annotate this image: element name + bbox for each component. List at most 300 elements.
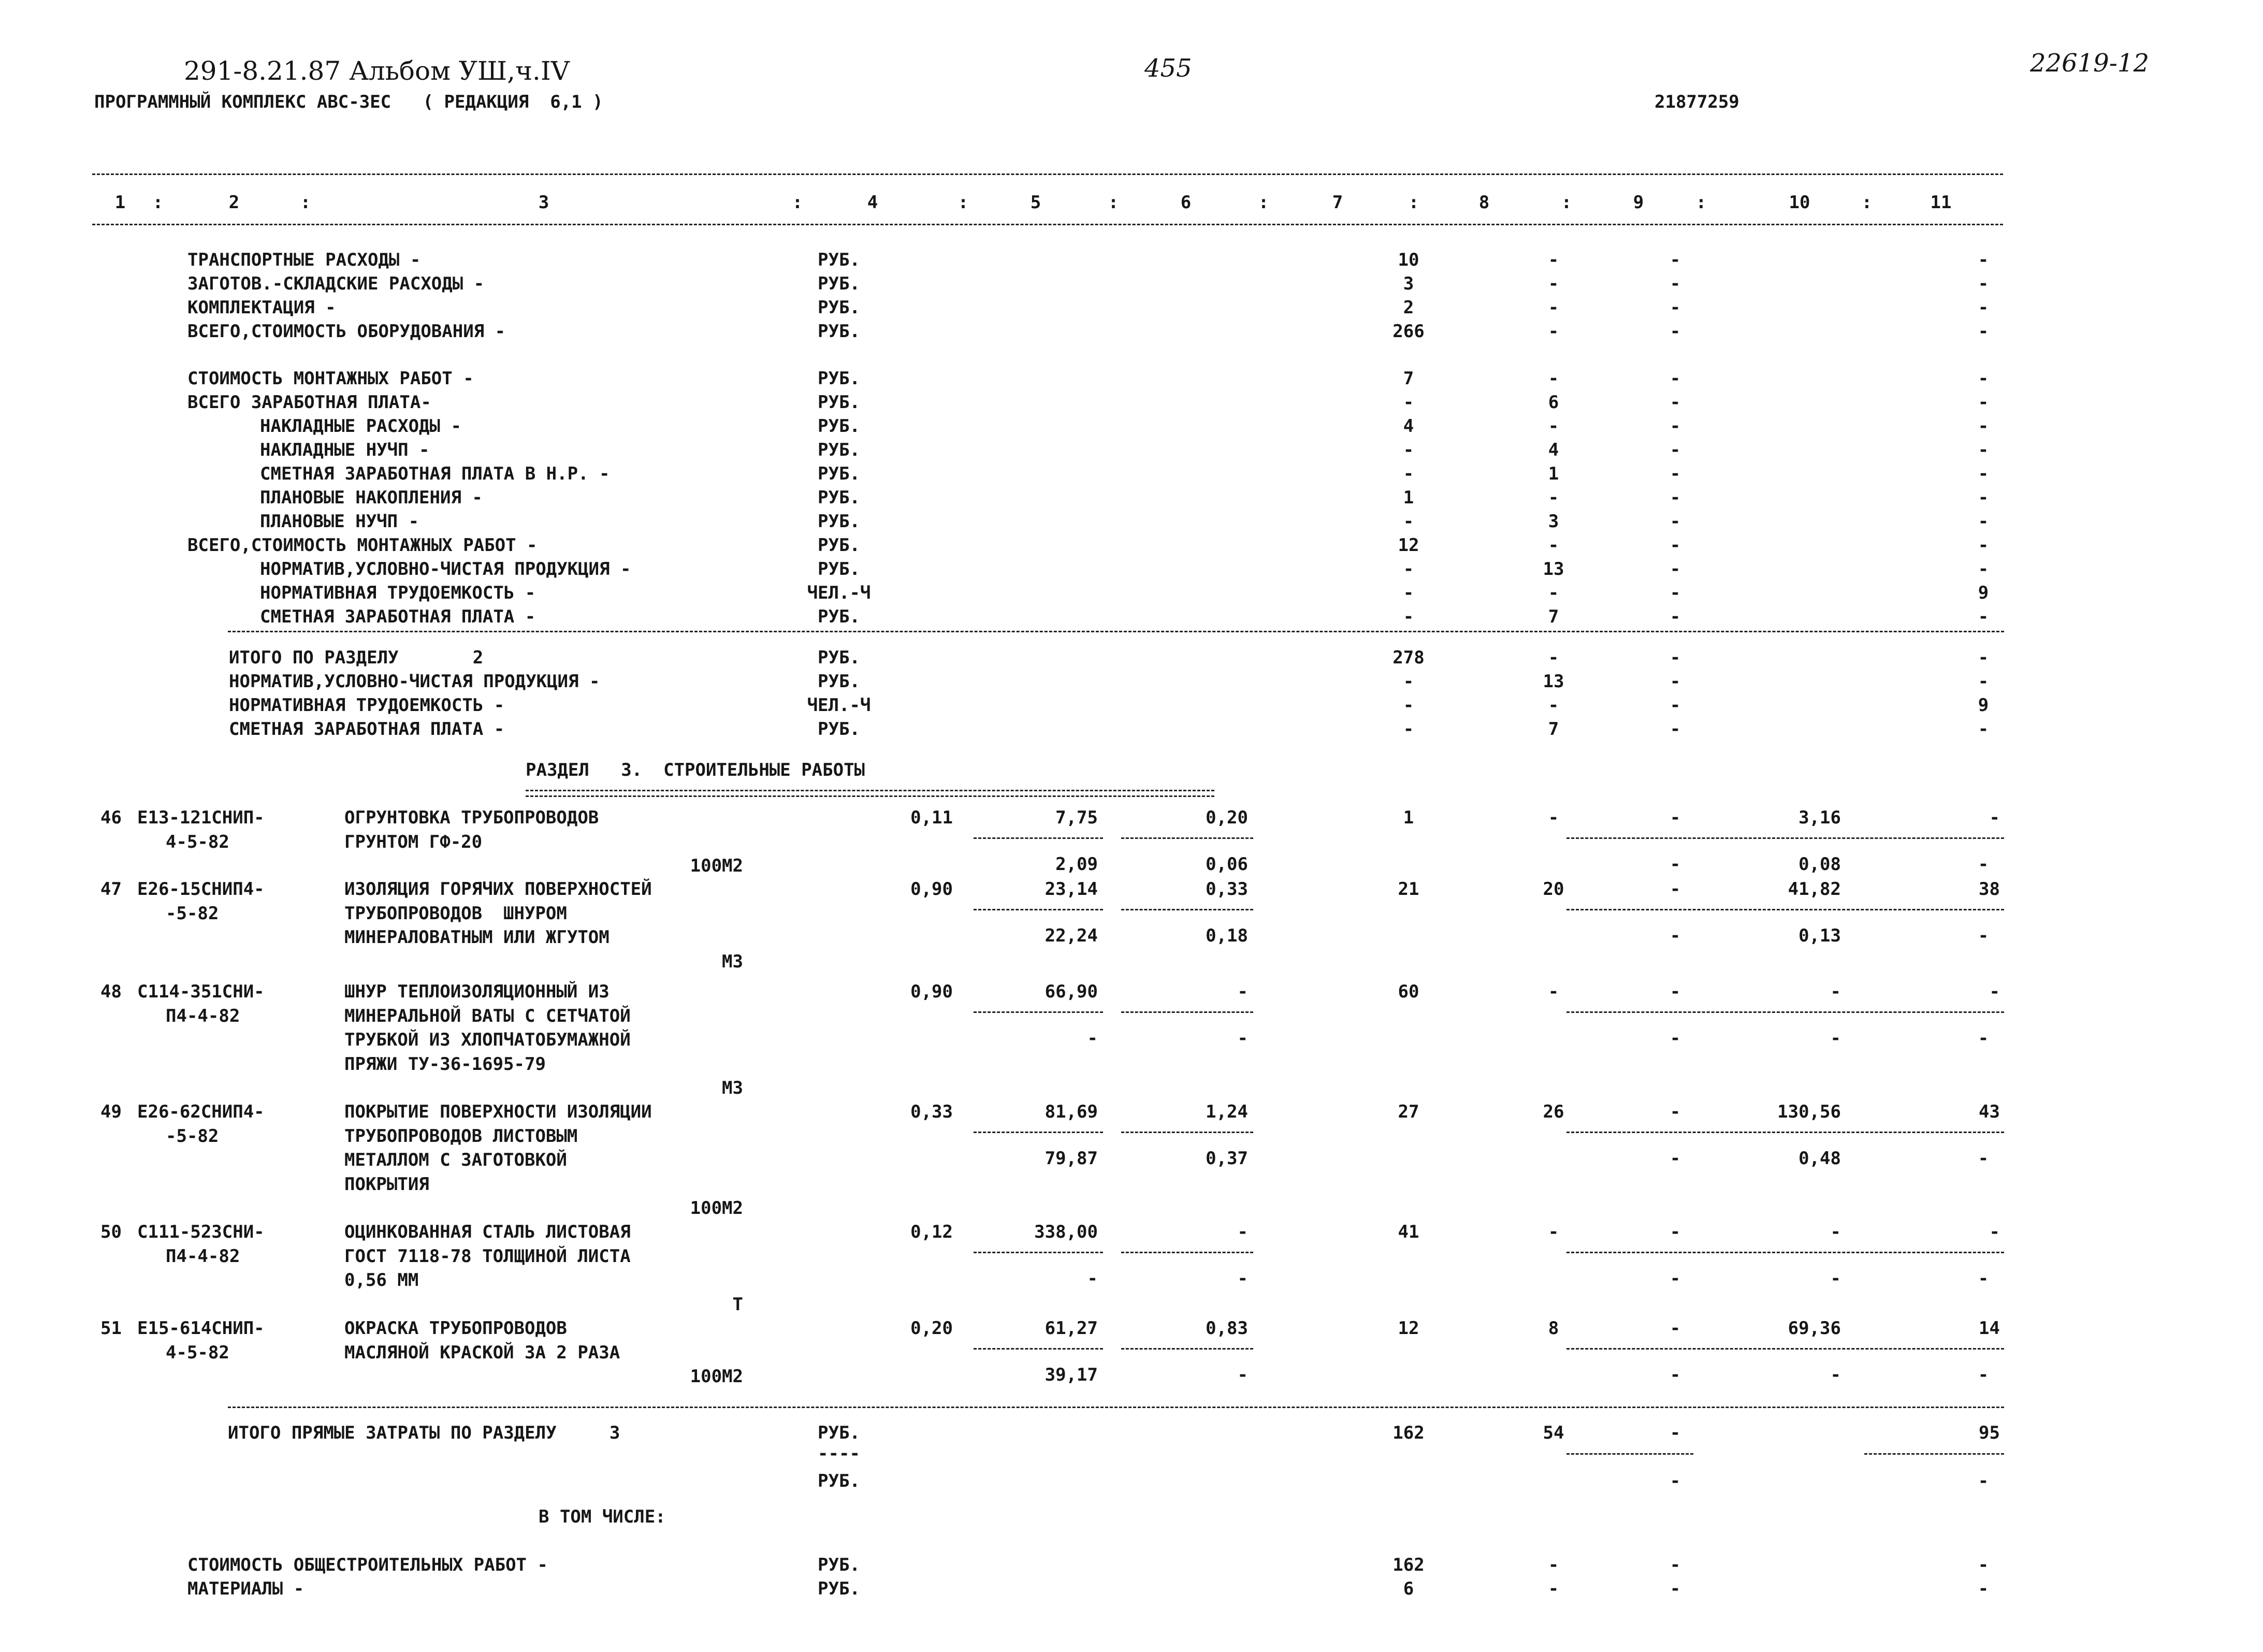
- item-col5-wages: -: [1087, 1028, 1098, 1049]
- summary-col9: -: [1670, 297, 1681, 318]
- column-header-8: 8: [1478, 192, 1490, 213]
- total-subrule-col11: [1864, 1453, 2004, 1455]
- item-col6-wages: 0,06: [1206, 854, 1248, 875]
- summary-col9: -: [1670, 392, 1681, 413]
- summary-col8: 7: [1548, 719, 1559, 740]
- summary-col9: -: [1670, 695, 1681, 716]
- item-col6-wages: 0,37: [1206, 1148, 1248, 1169]
- item-subrule-col5: [974, 1252, 1103, 1253]
- summary-col8: 7: [1548, 606, 1559, 627]
- item-col8: -: [1548, 807, 1559, 828]
- summary-label: СМЕТНАЯ ЗАРАБОТНАЯ ПЛАТА -: [229, 719, 505, 740]
- column-separator: :: [152, 192, 164, 213]
- summary-col11: -: [1978, 647, 1989, 668]
- item-col8: 20: [1543, 879, 1564, 900]
- column-separator: :: [792, 192, 803, 213]
- item-col10-wages: 0,48: [1798, 1148, 1841, 1169]
- summary-unit: РУБ.: [818, 535, 860, 556]
- item-col10-total: -: [1830, 981, 1841, 1002]
- summary-col9: -: [1670, 250, 1681, 270]
- summary-label: НАКЛАДНЫЕ РАСХОДЫ -: [260, 416, 461, 437]
- summary-col8: -: [1548, 647, 1559, 668]
- item-code: Е26-15СНИП4-: [137, 879, 265, 900]
- program-title: ПРОГРАММНЫЙ КОМПЛЕКС АВС-3ЕС ( РЕДАКЦИЯ 6,1 ): [94, 92, 603, 112]
- total-rule: [228, 1407, 2004, 1408]
- section-3-title: РАЗДЕЛ 3. СТРОИТЕЛЬНЫЕ РАБОТЫ: [526, 760, 865, 780]
- summary-label: НОРМАТИВ,УСЛОВНО-ЧИСТАЯ ПРОДУКЦИЯ -: [229, 671, 600, 692]
- item-number: 49: [100, 1102, 122, 1122]
- item-col8: -: [1548, 1222, 1559, 1242]
- header-rule-bottom: [92, 224, 2003, 225]
- item-subrule-col5: [974, 837, 1103, 839]
- summary-col8: -: [1548, 250, 1559, 270]
- summary-col8: -: [1548, 368, 1559, 389]
- summary-unit: РУБ.: [818, 511, 860, 532]
- summary-label: СМЕТНАЯ ЗАРАБОТНАЯ ПЛАТА В Н.Р. -: [260, 463, 610, 484]
- summary-col11: -: [1978, 511, 1989, 532]
- item-col10-total: 130,56: [1777, 1102, 1841, 1122]
- item-description-line: ТРУБКОЙ ИЗ ХЛОПЧАТОБУМАЖНОЙ: [344, 1030, 631, 1050]
- section-3-total-col11: 95: [1979, 1423, 2000, 1443]
- item-number: 51: [100, 1318, 122, 1339]
- summary-col11: -: [1978, 559, 1989, 579]
- item-col11-total: -: [1989, 981, 2000, 1002]
- summary-col7: 10: [1398, 250, 1419, 270]
- item-col11-total: 14: [1979, 1318, 2000, 1339]
- header-rule-top: [92, 173, 2003, 175]
- summary-label: ИТОГО ПО РАЗДЕЛУ 2: [229, 647, 484, 668]
- summary-label: ЗАГОТОВ.-СКЛАДСКИЕ РАСХОДЫ -: [187, 273, 485, 294]
- summary-label: КОМПЛЕКТАЦИЯ -: [187, 297, 336, 318]
- item-col6-wages: -: [1237, 1028, 1248, 1049]
- summary-label: ТРАНСПОРТНЫЕ РАСХОДЫ -: [187, 250, 421, 270]
- item-subrule-col5: [974, 1348, 1103, 1350]
- summary-col8: 4: [1548, 440, 1559, 460]
- summary-label: СТОИМОСТЬ ОБЩЕСТРОИТЕЛЬНЫХ РАБОТ -: [187, 1555, 548, 1575]
- column-header-9: 9: [1633, 192, 1644, 213]
- column-separator: :: [1695, 192, 1707, 213]
- item-code: Е13-121СНИП-: [137, 807, 265, 828]
- summary-col8: -: [1548, 1555, 1559, 1575]
- item-col6-total: 0,33: [1206, 879, 1248, 900]
- item-col10-wages: 0,13: [1798, 925, 1841, 946]
- summary-unit: РУБ.: [818, 1578, 860, 1599]
- item-col11-wages: -: [1978, 925, 1989, 946]
- item-col11-total: 38: [1979, 879, 2000, 900]
- summary-col11: -: [1978, 671, 1989, 692]
- item-col7: 41: [1398, 1222, 1419, 1242]
- item-col10-wages: -: [1830, 1268, 1841, 1289]
- summary-col9: -: [1670, 321, 1681, 342]
- item-description-line: ГРУНТОМ ГФ-20: [344, 831, 483, 852]
- column-separator: :: [1108, 192, 1119, 213]
- item-col9-total: -: [1670, 1102, 1681, 1122]
- item-col11-wages: -: [1978, 1148, 1989, 1169]
- item-col8: 26: [1543, 1102, 1564, 1122]
- summary-col7: -: [1403, 463, 1414, 484]
- document-id: 21877259: [1655, 92, 1739, 112]
- section-3-total-col8: 54: [1543, 1423, 1564, 1443]
- summary-col8: -: [1548, 535, 1559, 556]
- column-separator: :: [958, 192, 969, 213]
- summary-col9: -: [1670, 511, 1681, 532]
- summary-col9: -: [1670, 606, 1681, 627]
- summary-unit: РУБ.: [818, 606, 860, 627]
- item-description-line: 0,56 ММ: [344, 1270, 419, 1291]
- summary-col7: 278: [1392, 647, 1425, 668]
- summary-col11: -: [1978, 535, 1989, 556]
- summary-unit: РУБ.: [818, 1555, 860, 1575]
- item-col5-wages: 22,24: [1045, 925, 1098, 946]
- summary-label: НОРМАТИВНАЯ ТРУДОЕМКОСТЬ -: [260, 583, 536, 603]
- section-3-total-unit-dash: ----: [818, 1443, 860, 1464]
- summary-label: НОРМАТИВНАЯ ТРУДОЕМКОСТЬ -: [229, 695, 505, 716]
- item-col9-total: -: [1670, 807, 1681, 828]
- summary-col9: -: [1670, 583, 1681, 603]
- summary-unit: РУБ.: [818, 671, 860, 692]
- item-subrule-col6: [1121, 1252, 1253, 1253]
- item-col6-total: 1,24: [1206, 1102, 1248, 1122]
- item-unit: 100М2: [690, 1366, 743, 1387]
- item-code-line2: -5-82: [166, 1125, 219, 1147]
- summary-label: ПЛАНОВЫЕ НУЧП -: [260, 511, 419, 532]
- summary-col11: -: [1978, 440, 1989, 460]
- summary-col9: -: [1670, 647, 1681, 668]
- item-col7: 1: [1403, 807, 1414, 828]
- column-separator: :: [300, 192, 311, 213]
- item-number: 50: [100, 1222, 122, 1242]
- item-col11-wages: -: [1978, 1028, 1989, 1049]
- column-header-11: 11: [1930, 192, 1952, 213]
- item-col10-total: 69,36: [1788, 1318, 1841, 1339]
- section-3-total-col9-2: -: [1670, 1471, 1681, 1491]
- item-col10-total: 3,16: [1798, 807, 1841, 828]
- summary-label: ВСЕГО ЗАРАБОТНАЯ ПЛАТА-: [187, 392, 431, 413]
- summary-col7: -: [1403, 559, 1414, 579]
- item-col10-wages: 0,08: [1798, 854, 1841, 875]
- item-description-line: ОГРУНТОВКА ТРУБОПРОВОДОВ: [344, 807, 599, 828]
- item-subrule-col5: [974, 1011, 1103, 1013]
- summary-col11: -: [1978, 416, 1989, 437]
- item-col7: 60: [1398, 981, 1419, 1002]
- summary-label: ВСЕГО,СТОИМОСТЬ ОБОРУДОВАНИЯ -: [187, 321, 506, 342]
- item-subrule-right: [1566, 1132, 2004, 1133]
- summary-col8: 1: [1548, 463, 1559, 484]
- summary-col11: -: [1978, 719, 1989, 740]
- item-code-line2: -5-82: [166, 903, 219, 924]
- section-3-total-label: ИТОГО ПРЯМЫЕ ЗАТРАТЫ ПО РАЗДЕЛУ 3: [228, 1423, 620, 1443]
- summary-col7: -: [1403, 671, 1414, 692]
- column-header-7: 7: [1332, 192, 1343, 213]
- summary-unit: РУБ.: [818, 487, 860, 508]
- summary-unit: РУБ.: [818, 416, 860, 437]
- item-description-line: ПОКРЫТИЯ: [344, 1173, 429, 1195]
- item-col10-wages: -: [1830, 1028, 1841, 1049]
- summary-col11: -: [1978, 1555, 1989, 1575]
- column-header-4: 4: [867, 192, 878, 213]
- column-header-6: 6: [1180, 192, 1192, 213]
- summary-col11: -: [1978, 297, 1989, 318]
- item-col9-total: -: [1670, 981, 1681, 1002]
- item-col11-total: -: [1989, 1222, 2000, 1242]
- item-col9-total: -: [1670, 1222, 1681, 1242]
- summary-unit: ЧЕЛ.-Ч: [807, 583, 871, 603]
- item-col6-total: -: [1237, 1222, 1248, 1242]
- item-description-line: ИЗОЛЯЦИЯ ГОРЯЧИХ ПОВЕРХНОСТЕЙ: [344, 879, 652, 900]
- item-description-line: МАСЛЯНОЙ КРАСКОЙ ЗА 2 РАЗА: [344, 1342, 620, 1363]
- item-col9-wages: -: [1670, 1268, 1681, 1289]
- item-col9-total: -: [1670, 879, 1681, 900]
- handwritten-code: 22619-12: [2030, 49, 2149, 78]
- summary-col9: -: [1670, 671, 1681, 692]
- item-description-line: ГОСТ 7118-78 ТОЛЩИНОЙ ЛИСТА: [344, 1245, 631, 1267]
- summary-col7: 266: [1392, 321, 1425, 342]
- item-col10-total: -: [1830, 1222, 1841, 1242]
- summary-col11: -: [1978, 273, 1989, 294]
- summary-col11: -: [1978, 392, 1989, 413]
- summary-col9: -: [1670, 440, 1681, 460]
- item-code-line2: 4-5-82: [166, 1342, 229, 1363]
- item-col7: 12: [1398, 1318, 1419, 1339]
- summary-col9: -: [1670, 273, 1681, 294]
- column-separator: :: [1861, 192, 1873, 213]
- column-header-3: 3: [538, 192, 549, 213]
- item-subrule-col6: [1121, 1132, 1253, 1133]
- item-col11-wages: -: [1978, 854, 1989, 875]
- summary-label: ВСЕГО,СТОИМОСТЬ МОНТАЖНЫХ РАБОТ -: [187, 535, 538, 556]
- item-col6-total: -: [1237, 981, 1248, 1002]
- summary-unit: РУБ.: [818, 559, 860, 579]
- item-quantity: 0,33: [910, 1102, 953, 1122]
- page-number: 455: [1144, 54, 1192, 83]
- summary-col9: -: [1670, 719, 1681, 740]
- item-subrule-right: [1566, 1252, 2004, 1253]
- item-col9-wages: -: [1670, 854, 1681, 875]
- column-header-1: 1: [114, 192, 126, 213]
- column-header-2: 2: [228, 192, 240, 213]
- summary-col9: -: [1670, 487, 1681, 508]
- summary-col11: -: [1978, 368, 1989, 389]
- item-col5-wages: -: [1087, 1268, 1098, 1289]
- item-col9-wages: -: [1670, 1028, 1681, 1049]
- item-col7: 21: [1398, 879, 1419, 900]
- summary-col11: -: [1978, 1578, 1989, 1599]
- summary-col11: -: [1978, 606, 1989, 627]
- summary-col9: -: [1670, 1555, 1681, 1575]
- summary-col7: -: [1403, 719, 1414, 740]
- item-col10-wages: -: [1830, 1365, 1841, 1385]
- summary-label: ПЛАНОВЫЕ НАКОПЛЕНИЯ -: [260, 487, 483, 508]
- section-3-total-col11-2: -: [1978, 1471, 1989, 1491]
- summary-label: НОРМАТИВ,УСЛОВНО-ЧИСТАЯ ПРОДУКЦИЯ -: [260, 559, 631, 579]
- item-col5-wages: 39,17: [1045, 1365, 1098, 1385]
- item-col10-total: 41,82: [1788, 879, 1841, 900]
- item-code: Е26-62СНИП4-: [137, 1102, 265, 1122]
- item-col8: -: [1548, 981, 1559, 1002]
- summary-col11: -: [1978, 321, 1989, 342]
- summary-unit: РУБ.: [818, 440, 860, 460]
- item-number: 46: [100, 807, 122, 828]
- item-subrule-col6: [1121, 837, 1253, 839]
- summary-col9: -: [1670, 535, 1681, 556]
- item-code-line2: П4-4-82: [166, 1245, 240, 1267]
- item-quantity: 0,90: [910, 879, 953, 900]
- summary-col7: 6: [1403, 1578, 1414, 1599]
- summary-col8: 6: [1548, 392, 1559, 413]
- item-col5-wages: 79,87: [1045, 1148, 1098, 1169]
- summary-col7: -: [1403, 606, 1414, 627]
- summary-col8: -: [1548, 416, 1559, 437]
- item-unit: Т: [732, 1294, 743, 1315]
- item-number: 48: [100, 981, 122, 1002]
- summary-unit: РУБ.: [818, 321, 860, 342]
- item-col6-total: 0,20: [1206, 807, 1248, 828]
- item-description-line: МИНЕРАЛОВАТНЫМ ИЛИ ЖГУТОМ: [344, 927, 610, 948]
- summary-label: СМЕТНАЯ ЗАРАБОТНАЯ ПЛАТА -: [260, 606, 536, 627]
- item-col11-total: 43: [1979, 1102, 2000, 1122]
- item-col5-total: 61,27: [1045, 1318, 1098, 1339]
- item-col11-wages: -: [1978, 1268, 1989, 1289]
- column-separator: :: [1561, 192, 1572, 213]
- item-quantity: 0,20: [910, 1318, 953, 1339]
- item-col5-total: 81,69: [1045, 1102, 1098, 1122]
- item-code-line2: 4-5-82: [166, 831, 229, 852]
- item-col5-total: 7,75: [1055, 807, 1098, 828]
- summary-col8: -: [1548, 273, 1559, 294]
- summary-unit: РУБ.: [818, 647, 860, 668]
- item-description-line: МЕТАЛЛОМ С ЗАГОТОВКОЙ: [344, 1150, 567, 1170]
- item-col8: 8: [1548, 1318, 1559, 1339]
- summary-label: НАКЛАДНЫЕ НУЧП -: [260, 440, 430, 460]
- summary-col9: -: [1670, 1578, 1681, 1599]
- summary-col9: -: [1670, 416, 1681, 437]
- item-col6-wages: 0,18: [1206, 925, 1248, 946]
- summary-col7: -: [1403, 583, 1414, 603]
- item-unit: 100М2: [690, 856, 743, 876]
- summary-unit: РУБ.: [818, 273, 860, 294]
- item-col9-wages: -: [1670, 1365, 1681, 1385]
- summary-unit: ЧЕЛ.-Ч: [807, 695, 871, 716]
- summary-label: МАТЕРИАЛЫ -: [187, 1578, 304, 1599]
- item-subrule-right: [1566, 837, 2004, 839]
- item-col5-total: 66,90: [1045, 981, 1098, 1002]
- item-description-line: ТРУБОПРОВОДОВ ШНУРОМ: [344, 903, 567, 924]
- total-subrule-col9: [1566, 1453, 1693, 1455]
- column-header-5: 5: [1030, 192, 1041, 213]
- item-subrule-right: [1566, 1011, 2004, 1013]
- item-code-line2: П4-4-82: [166, 1005, 240, 1026]
- item-col7: 27: [1398, 1102, 1419, 1122]
- section-rule: [228, 631, 2004, 632]
- item-col5-total: 23,14: [1045, 879, 1098, 900]
- summary-unit: РУБ.: [818, 368, 860, 389]
- section-3-total-unit-2: РУБ.: [818, 1471, 860, 1491]
- item-description-line: ПОКРЫТИЕ ПОВЕРХНОСТИ ИЗОЛЯЦИИ: [344, 1102, 652, 1122]
- summary-col8: -: [1548, 695, 1559, 716]
- item-unit: М3: [722, 1078, 743, 1098]
- summary-col8: 13: [1543, 671, 1564, 692]
- summary-unit: РУБ.: [818, 392, 860, 413]
- column-header-10: 10: [1789, 192, 1810, 213]
- summary-col9: -: [1670, 559, 1681, 579]
- summary-col7: -: [1403, 511, 1414, 532]
- section-3-total-col9: -: [1670, 1423, 1681, 1443]
- item-col9-wages: -: [1670, 925, 1681, 946]
- item-unit: М3: [722, 951, 743, 972]
- item-subrule-col6: [1121, 1348, 1253, 1350]
- summary-col11: 9: [1978, 695, 1989, 716]
- item-code: С114-351СНИ-: [137, 981, 265, 1002]
- item-subrule-col5: [974, 909, 1103, 910]
- item-description-line: ТРУБОПРОВОДОВ ЛИСТОВЫМ: [344, 1125, 578, 1147]
- item-code: С111-523СНИ-: [137, 1222, 265, 1242]
- summary-col8: -: [1548, 1578, 1559, 1599]
- item-description-line: ШНУР ТЕПЛОИЗОЛЯЦИОННЫЙ ИЗ: [344, 981, 610, 1002]
- item-col11-wages: -: [1978, 1365, 1989, 1385]
- summary-col8: -: [1548, 487, 1559, 508]
- item-subrule-right: [1566, 909, 2004, 910]
- item-quantity: 0,11: [910, 807, 953, 828]
- column-separator: :: [1408, 192, 1419, 213]
- item-subrule-right: [1566, 1348, 2004, 1350]
- item-col6-wages: -: [1237, 1268, 1248, 1289]
- summary-col11: -: [1978, 463, 1989, 484]
- summary-col7: -: [1403, 695, 1414, 716]
- item-description-line: ОЦИНКОВАННАЯ СТАЛЬ ЛИСТОВАЯ: [344, 1222, 631, 1242]
- item-col9-total: -: [1670, 1318, 1681, 1339]
- summary-unit: РУБ.: [818, 463, 860, 484]
- summary-col7: -: [1403, 440, 1414, 460]
- summary-col8: 3: [1548, 511, 1559, 532]
- item-col5-total: 338,00: [1034, 1222, 1098, 1242]
- summary-col7: 4: [1403, 416, 1414, 437]
- summary-col7: -: [1403, 392, 1414, 413]
- summary-col8: 13: [1543, 559, 1564, 579]
- item-col9-wages: -: [1670, 1148, 1681, 1169]
- item-code: Е15-614СНИП-: [137, 1318, 265, 1339]
- summary-col7: 1: [1403, 487, 1414, 508]
- summary-col8: -: [1548, 297, 1559, 318]
- summary-unit: РУБ.: [818, 719, 860, 740]
- summary-col11: -: [1978, 487, 1989, 508]
- item-description-line: ПРЯЖИ ТУ-36-1695-79: [344, 1053, 546, 1075]
- summary-unit: РУБ.: [818, 250, 860, 270]
- summary-col8: -: [1548, 583, 1559, 603]
- item-quantity: 0,12: [910, 1222, 953, 1242]
- summary-col7: 2: [1403, 297, 1414, 318]
- summary-col9: -: [1670, 368, 1681, 389]
- item-subrule-col5: [974, 1132, 1103, 1133]
- section-3-total-col7: 162: [1392, 1423, 1425, 1443]
- summary-col11: -: [1978, 250, 1989, 270]
- section-title-underline: [526, 790, 1214, 797]
- summary-unit: РУБ.: [818, 297, 860, 318]
- summary-col9: -: [1670, 463, 1681, 484]
- item-description-line: МИНЕРАЛЬНОЙ ВАТЫ С СЕТЧАТОЙ: [344, 1005, 631, 1026]
- item-subrule-col6: [1121, 1011, 1253, 1013]
- summary-col7: 162: [1392, 1555, 1425, 1575]
- item-col6-wages: -: [1237, 1365, 1248, 1385]
- item-col5-wages: 2,09: [1055, 854, 1098, 875]
- item-unit: 100М2: [690, 1198, 743, 1219]
- summary-label: СТОИМОСТЬ МОНТАЖНЫХ РАБОТ -: [187, 368, 474, 389]
- summary-col7: 3: [1403, 273, 1414, 294]
- item-quantity: 0,90: [910, 981, 953, 1002]
- column-separator: :: [1258, 192, 1269, 213]
- section-3-total-unit: РУБ.: [818, 1423, 860, 1443]
- summary-col7: 7: [1403, 368, 1414, 389]
- item-col11-total: -: [1989, 807, 2000, 828]
